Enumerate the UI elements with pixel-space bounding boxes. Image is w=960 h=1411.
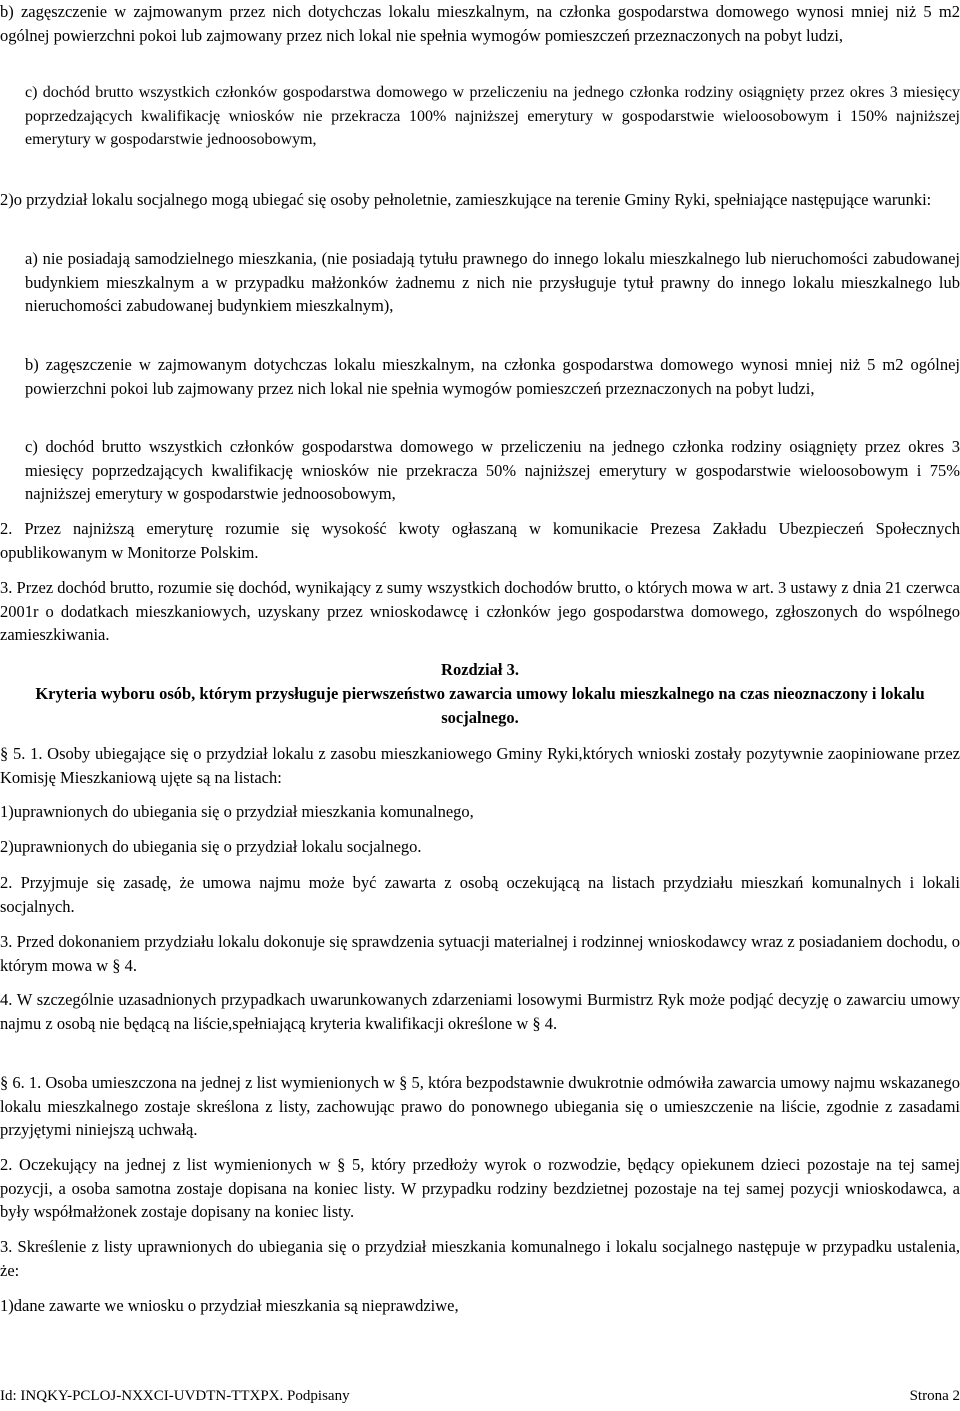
chapter-title: Kryteria wyboru osób, którym przysługuje pierwszeństwo zawarcia umowy lokalu mieszkalnego na czas nieoznaczony i lokalu socjalnego. [35,684,925,727]
paragraph-section-6-1: § 6. 1. Osoba umieszczona na jednej z list wymienionych w § 5, która bezpodstawnie dwukrotnie odmówiła zawarcia umowy najmu wskazanego lokalu mieszkalnego zostaje skreślona z listy, zachowując prawo do ponownego ubiegania się o umieszczenie na liście, zgodnie z zasadami przyjętymi niniejszą uchwałą. [0,1073,960,1139]
paragraph-2b-overcrowding: b) zagęszczenie w zajmowanym dotychczas lokalu mieszkalnym, na członka gospodarstwa domowego wynosi mniej niż 5 m2 ogólnej powierzchni pokoi lub zajmowany przez nich lokal nie spełnia wymogów pomieszczeń przeznaczonych na pobyt ludzi, [25,355,960,398]
paragraph-gross-income: 3. Przez dochód brutto, rozumie się dochód, wynikający z sumy wszystkich dochodów brutto, o których mowa w art. 3 ustawy z dnia 21 czerwca 2001r o dodatkach mieszkaniowych, uzyskany przez wnioskodawcę i członków jego gospodarstwa domowego, zgłoszonych do wspólnego zamieszkiwania. [0,578,960,644]
paragraph-section-6-3: 3. Skreślenie z listy uprawnionych do ubiegania się o przydział mieszkania komunalnego i lokalu socjalnego następuje w przypadku ustalenia, że: [0,1237,960,1280]
paragraph-section-5-1: § 5. 1. Osoby ubiegające się o przydział lokalu z zasobu mieszkaniowego Gminy Ryki,których wnioski zostały pozytywnie zaopiniowane przez Komisję Mieszkaniową ujęte są na listach: [0,744,960,787]
paragraph-minimum-pension: 2. Przez najniższą emeryturę rozumie się wysokość kwoty ogłaszaną w komunikacie Prezesa Zakładu Ubezpieczeń Społecznych opublikowanym w Monitorze Polskim. [0,519,960,562]
chapter-number: Rozdział 3. [441,660,519,679]
page-number: Strona 2 [909,1388,960,1404]
list-item-social: 2)uprawnionych do ubiegania się o przydział lokalu socjalnego. [0,837,422,856]
paragraph-1b-overcrowding: b) zagęszczenie w zajmowanym przez nich dotychczas lokalu mieszkalnym, na członka gospodarstwa domowego wynosi mniej niż 5 m2 ogólnej powierzchni pokoi lub zajmowany przez nich lokal nie spełnia wymogów pomieszczeń przeznaczonych na pobyt ludzi, [0,2,960,45]
list-item-false-data: 1)dane zawarte we wniosku o przydział mieszkania są nieprawdziwe, [0,1296,459,1315]
paragraph-2c-income: c) dochód brutto wszystkich członków gospodarstwa domowego w przeliczeniu na jednego członka rodziny osiągnięty przez okres 3 miesięcy poprzedzających kwalifikację wniosków nie przekracza 50% najniższej emerytury w gospodarstwie wieloosobowym i 75% najniższej emerytury w gospodarstwie jednoosobowym, [25,437,960,503]
paragraph-section-5-4: 4. W szczególnie uzasadnionych przypadkach uwarunkowanych zdarzeniami losowymi Burmistrz Ryk może podjąć decyzję o zawarciu umowy najmu z osobą nie będącą na liście,spełniającą kryteria kwalifikacji określone w § 4. [0,990,960,1033]
paragraph-section-5-2: 2. Przyjmuje się zasadę, że umowa najmu może być zawarta z osobą oczekującą na listach przydziału mieszkań komunalnych i lokali socjalnych. [0,873,960,916]
paragraph-section-6-2: 2. Oczekujący na jednej z list wymienionych w § 5, który przedłoży wyrok o rozwodzie, będący opiekunem dzieci pozostaje na tej samej pozycji, a osoba samotna zostaje dopisana na koniec listy. W przypadku rodziny bezdzietnej pozostaje na tej samej pozycji wnioskodawca, a były współmałżonek zostaje dopisany na koniec listy. [0,1155,960,1221]
paragraph-2a-no-apartment: a) nie posiadają samodzielnego mieszkania, (nie posiadają tytułu prawnego do innego lokalu mieszkalnego lub nieruchomości zabudowanej budynkiem mieszkalnym a w przypadku małżonków żadnemu z nich nie przysługuje tytuł prawny do innego lokalu mieszkalnego lub nieruchomości zabudowanej budynkiem mieszkalnym), [25,249,960,315]
paragraph-2-social-housing: 2)o przydział lokalu socjalnego mogą ubiegać się osoby pełnoletnie, zamieszkujące na terenie Gminy Ryki, spełniające następujące warunki: [0,190,932,209]
paragraph-section-5-3: 3. Przed dokonaniem przydziału lokalu dokonuje się sprawdzenia sytuacji materialnej i rodzinnej wnioskodawcy wraz z posiadaniem dochodu, o którym mowa w § 4. [0,932,960,975]
list-item-communal: 1)uprawnionych do ubiegania się o przydział mieszkania komunalnego, [0,802,474,821]
paragraph-1c-income: c) dochód brutto wszystkich członków gospodarstwa domowego w przeliczeniu na jednego członka rodziny osiągnięty przez okres 3 miesięcy poprzedzających kwalifikację wniosków nie przekracza 100% najniższej emerytury w gospodarstwie wieloosobowym i 150% najniższej emerytury w gospodarstwie jednoosobowym, [25,84,960,148]
document-id: Id: INQKY-PCLOJ-NXXCI-UVDTN-TTXPX. Podpisany [0,1388,350,1404]
